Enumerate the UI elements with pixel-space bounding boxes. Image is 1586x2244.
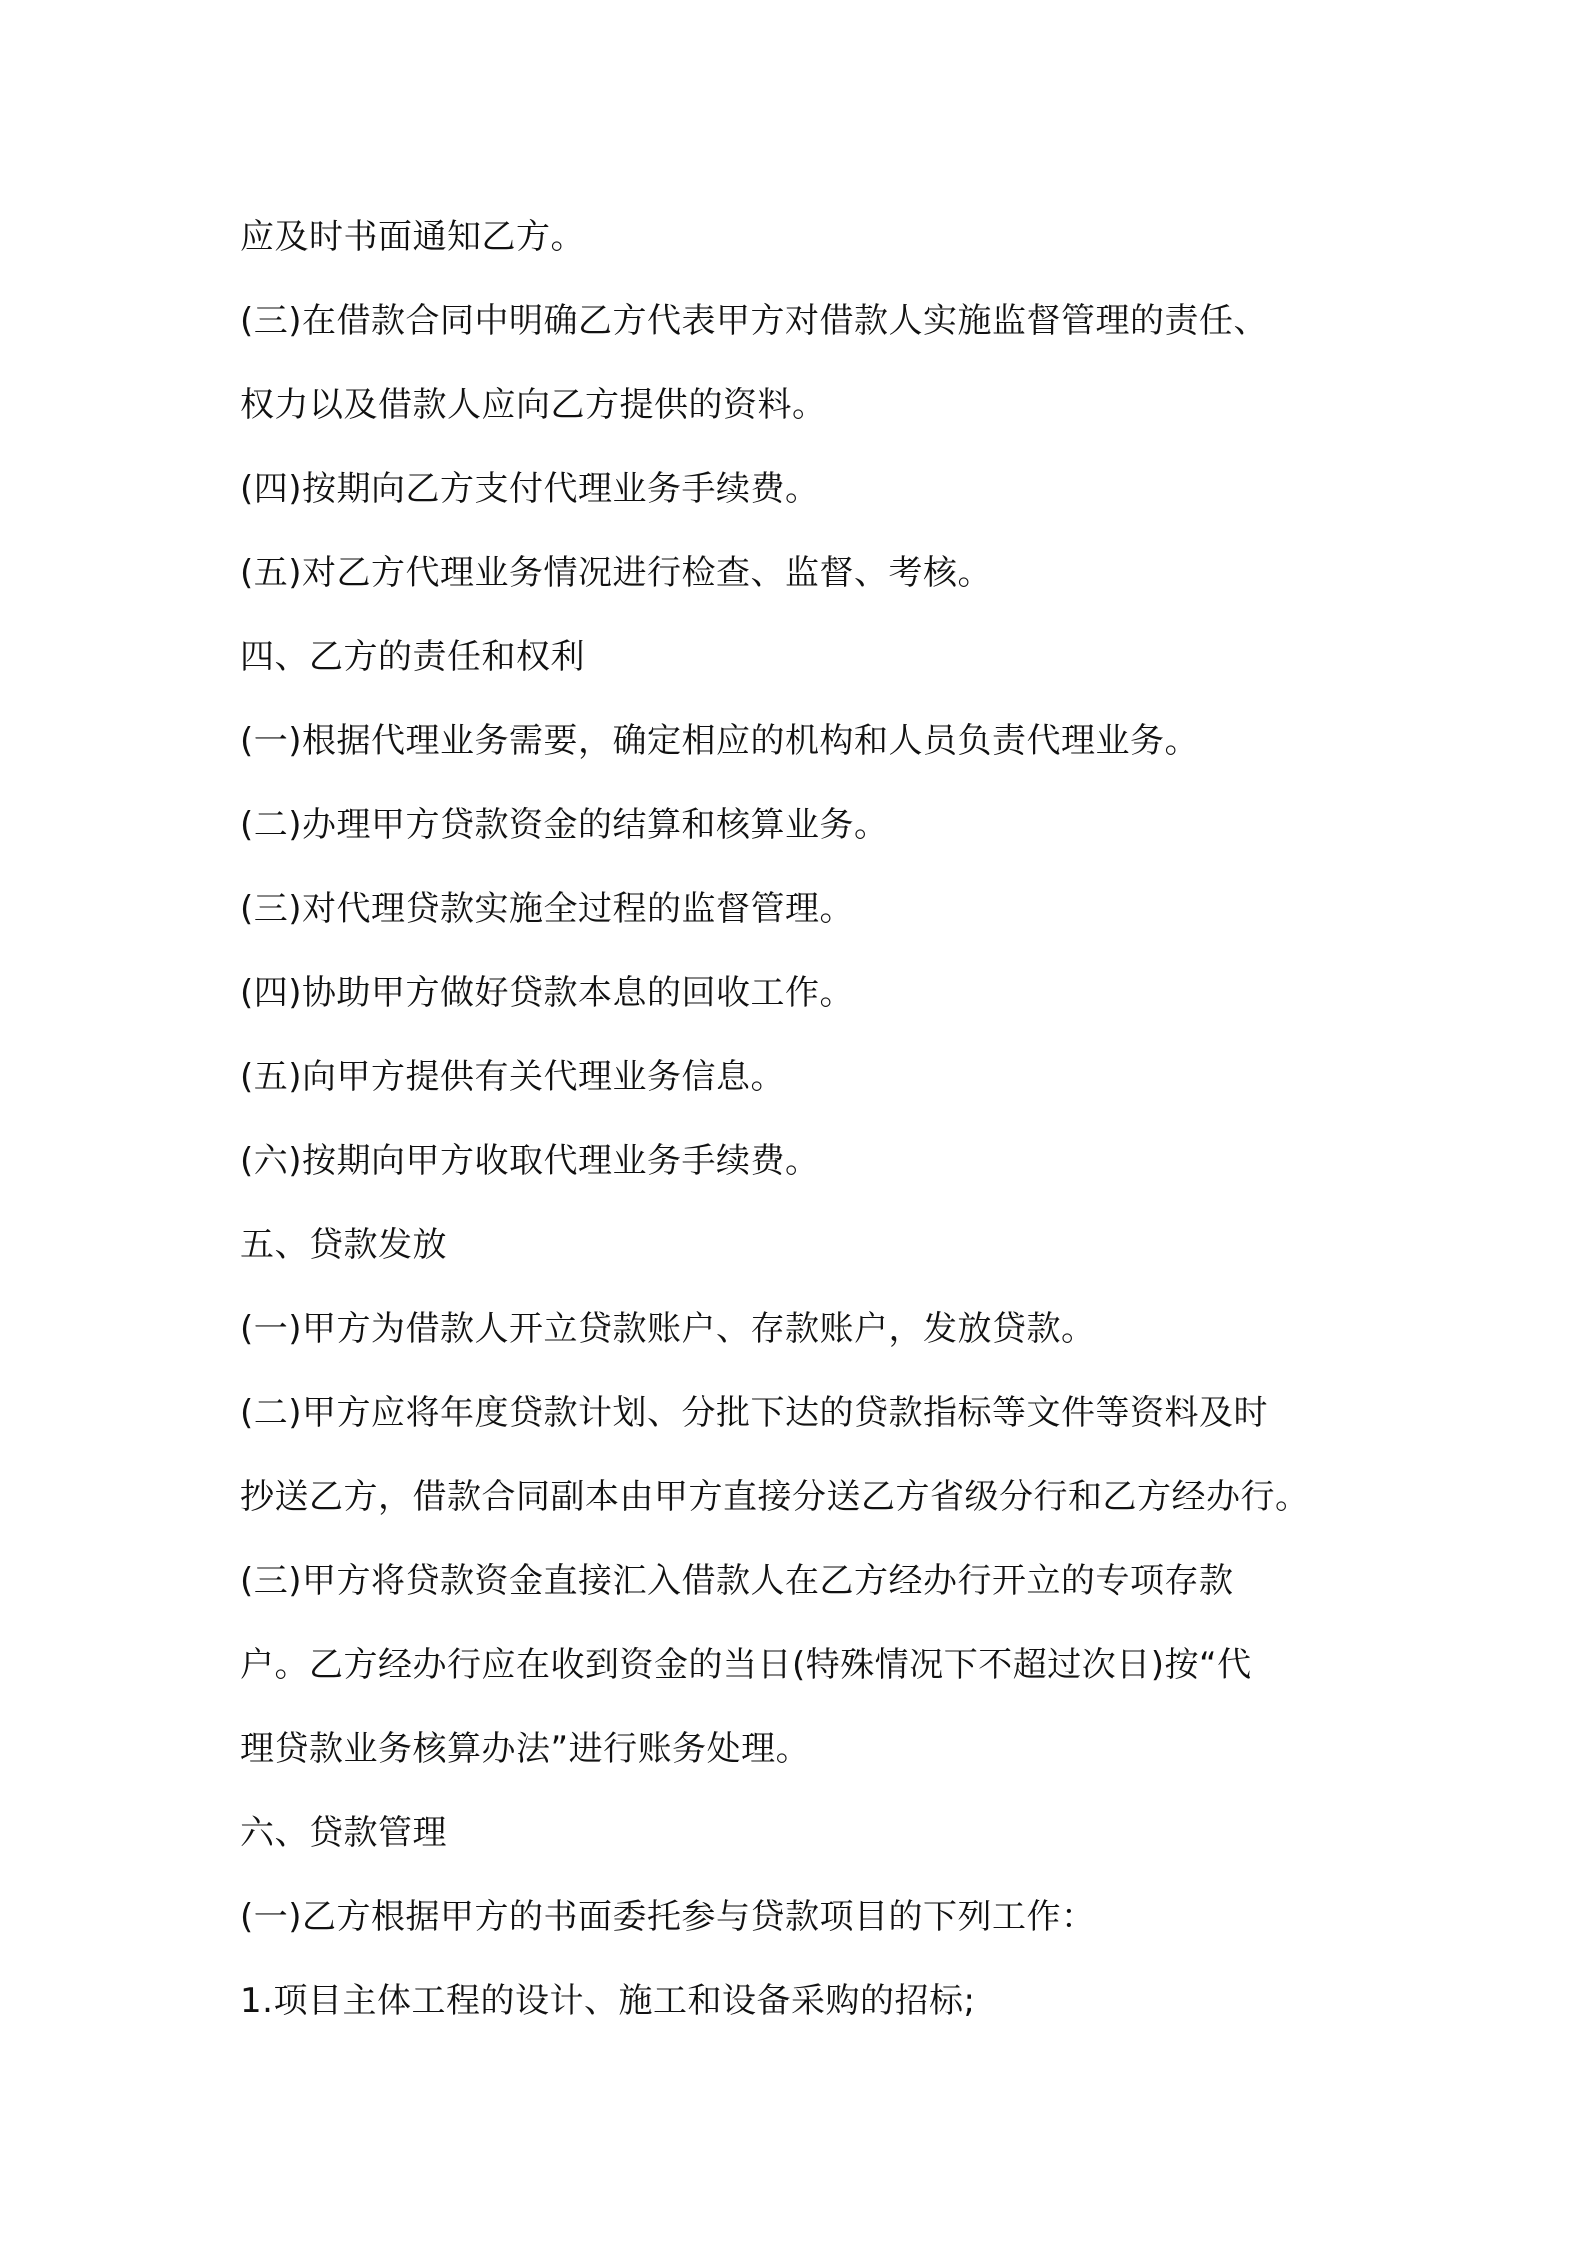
text-line-2: (三)在借款合同中明确乙方代表甲方对借款人实施监督管理的责任、 bbox=[240, 301, 1269, 341]
section-heading-4: 四、乙方的责任和权利 bbox=[240, 637, 585, 677]
text-line-19: 理贷款业务核算办法”进行账务处理。 bbox=[240, 1729, 811, 1769]
section-heading-6: 六、贷款管理 bbox=[240, 1813, 447, 1853]
document-body bbox=[240, 195, 1380, 2043]
text-line-21: (一)乙方根据甲方的书面委托参与贷款项目的下列工作： bbox=[240, 1897, 1096, 1937]
text-line-5: (五)对乙方代理业务情况进行检查、监督、考核。 bbox=[240, 553, 993, 593]
text-line-17: (三)甲方将贷款资金直接汇入借款人在乙方经办行开立的专项存款 bbox=[240, 1561, 1234, 1601]
text-line-10: (四)协助甲方做好贷款本息的回收工作。 bbox=[240, 973, 855, 1013]
text-line-12: (六)按期向甲方收取代理业务手续费。 bbox=[240, 1141, 820, 1181]
text-line-1: 应及时书面通知乙方。 bbox=[240, 217, 585, 257]
text-line-15: (二)甲方应将年度贷款计划、分批下达的贷款指标等文件等资料及时 bbox=[240, 1393, 1269, 1433]
text-line-9: (三)对代理贷款实施全过程的监督管理。 bbox=[240, 889, 855, 929]
text-line-7: (一)根据代理业务需要，确定相应的机构和人员负责代理业务。 bbox=[240, 721, 1200, 761]
section-heading-5: 五、贷款发放 bbox=[240, 1225, 447, 1265]
text-line-22: 1.项目主体工程的设计、施工和设备采购的招标; bbox=[240, 1981, 976, 2021]
text-line-18: 户。乙方经办行应在收到资金的当日(特殊情况下不超过次日)按“代 bbox=[240, 1645, 1252, 1685]
text-line-16: 抄送乙方，借款合同副本由甲方直接分送乙方省级分行和乙方经办行。 bbox=[240, 1477, 1310, 1517]
text-line-3: 权力以及借款人应向乙方提供的资料。 bbox=[240, 385, 827, 425]
text-line-8: (二)办理甲方贷款资金的结算和核算业务。 bbox=[240, 805, 889, 845]
text-line-4: (四)按期向乙方支付代理业务手续费。 bbox=[240, 469, 820, 509]
text-line-11: (五)向甲方提供有关代理业务信息。 bbox=[240, 1057, 786, 1097]
text-line-14: (一)甲方为借款人开立贷款账户、存款账户，发放贷款。 bbox=[240, 1309, 1096, 1349]
